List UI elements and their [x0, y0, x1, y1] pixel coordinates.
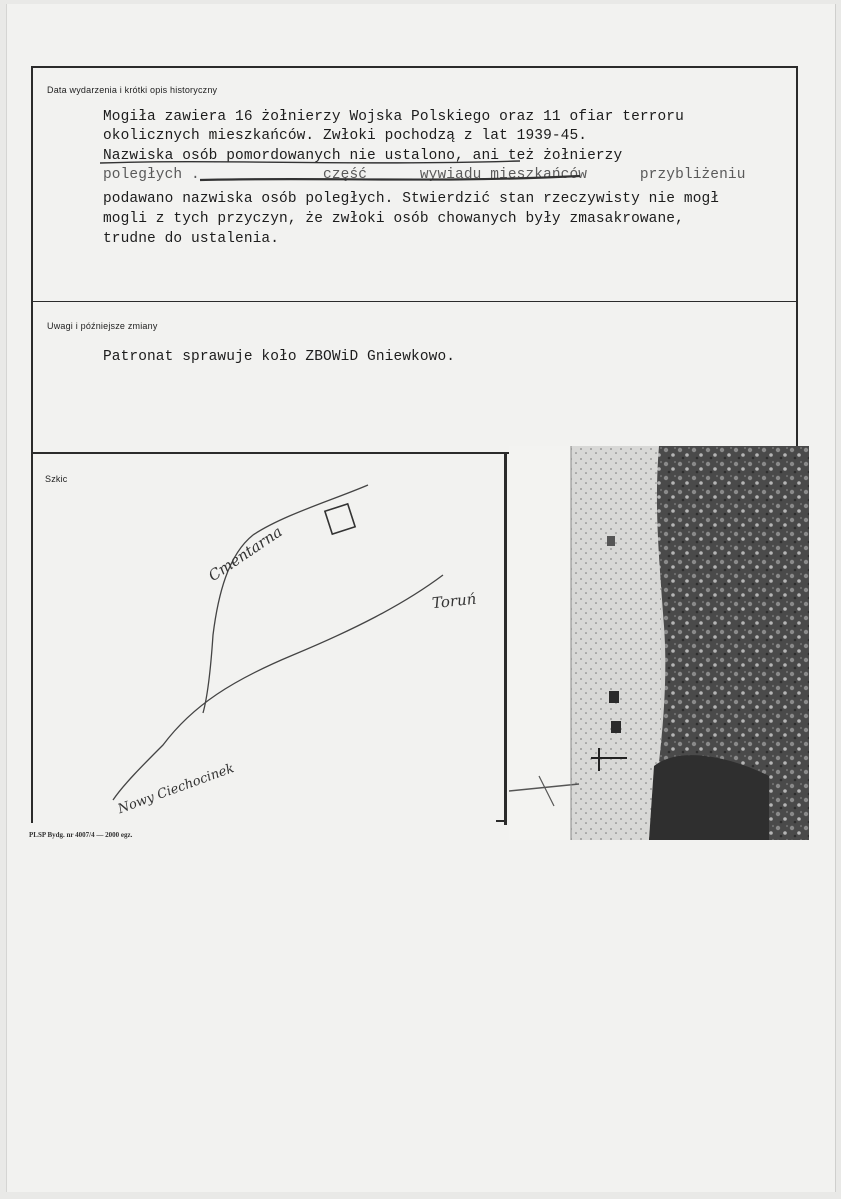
frame-right-upper: [796, 66, 798, 449]
road-label: Nowy Ciechocinek: [116, 761, 237, 818]
frame-top: [31, 66, 798, 68]
description-line: mogli z tych przyczyn, że zwłoki osób chowanych były zmasakrowane,: [103, 211, 684, 227]
description-line: Nazwiska osób pomordowanych nie ustalono, ani też żołnierzy: [103, 148, 623, 164]
hand-drawn-map: [33, 455, 506, 825]
description-line: Mogiła zawiera 16 żołnierzy Wojska Polskiego oraz 11 ofiar terroru: [103, 109, 684, 125]
divider-1: [31, 301, 798, 302]
remarks-text: Patronat sprawuje koło ZBOWiD Gniewkowo.: [103, 349, 456, 365]
divider-2: [31, 452, 509, 454]
section-label-history: Data wydarzenia i krótki opis historyczny: [47, 85, 218, 95]
print-footer: PLSP Bydg. nr 4007/4 — 2000 egz.: [29, 831, 133, 839]
section-label-remarks: Uwagi i późniejsze zmiany: [47, 321, 158, 331]
description-line: podawano nazwiska osób poległych. Stwierdzić stan rzeczywisty nie mogł: [103, 191, 720, 207]
description-line: okolicznych mieszkańców. Zwłoki pochodzą z lat 1939-45.: [103, 128, 588, 144]
road-label: Cmentarna: [205, 522, 286, 585]
description-line: trudne do ustalenia.: [103, 231, 280, 247]
section-label-sketch: Szkic: [45, 474, 68, 484]
road-label: Toruń: [431, 589, 478, 613]
description-line: poległych . część wywiadu mieszkańców przybliżeniu: [103, 167, 746, 183]
strikethrough-marks: [100, 150, 800, 190]
cemetery-photo: [509, 446, 809, 840]
